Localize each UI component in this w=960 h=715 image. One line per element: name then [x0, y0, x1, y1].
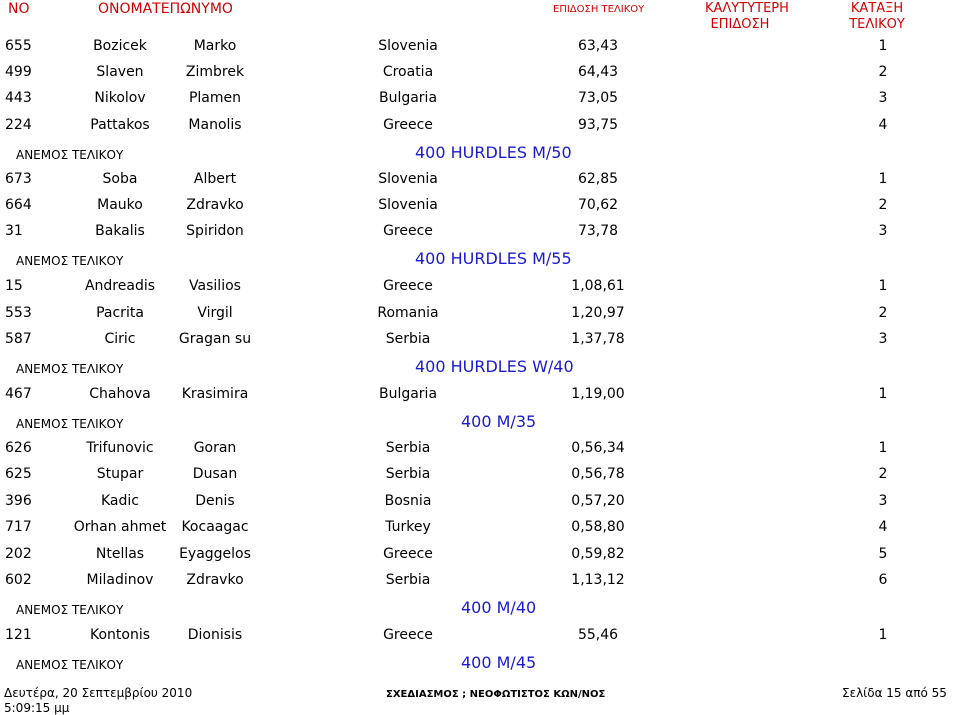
athlete-rank: 3 [878, 90, 888, 106]
athlete-number: 499 [5, 64, 32, 80]
athlete-rank: 4 [878, 117, 888, 133]
athlete-rank: 1 [878, 278, 888, 294]
athlete-number: 664 [5, 197, 32, 213]
athlete-performance: 1,20,97 [571, 305, 625, 321]
athlete-country: Greece [383, 278, 433, 294]
athlete-number: 625 [5, 466, 32, 482]
athlete-performance: 0,57,20 [571, 493, 625, 509]
table-row [0, 572, 960, 592]
table-row [0, 90, 960, 110]
athlete-performance: 55,46 [577, 627, 619, 643]
athlete-surname: Mauko [97, 197, 143, 213]
athlete-firstname: Dionisis [187, 627, 243, 643]
athlete-rank: 3 [878, 493, 888, 509]
athlete-number: 717 [5, 519, 32, 535]
athlete-surname: Kontonis [89, 627, 151, 643]
athlete-surname: Trifunovic [86, 440, 154, 456]
athlete-number: 553 [5, 305, 32, 321]
event-section-header [0, 598, 960, 622]
athlete-performance: 70,62 [577, 197, 619, 213]
wind-label: ΑΝΕΜΟΣ ΤΕΛΙΚΟΥ [16, 362, 124, 376]
column-header-rank-line2: ΤΕΛΙΚΟΥ [849, 17, 905, 32]
athlete-surname: Chahova [89, 386, 151, 402]
column-header-best-line2: ΕΠΙΔΟΣΗ [710, 17, 770, 32]
athlete-firstname: Zdravko [186, 572, 244, 588]
athlete-rank: 1 [878, 171, 888, 187]
footer-page-number: Σελίδα 15 από 55 [842, 686, 947, 700]
table-row [0, 627, 960, 647]
athlete-surname: Nikolov [94, 90, 146, 106]
wind-label: ΑΝΕΜΟΣ ΤΕΛΙΚΟΥ [16, 148, 124, 162]
table-row [0, 466, 960, 486]
event-title: 400 HURDLES M/55 [415, 249, 572, 268]
athlete-performance: 0,59,82 [571, 546, 625, 562]
athlete-number: 202 [5, 546, 32, 562]
table-row [0, 493, 960, 513]
column-header-no: NO [8, 1, 30, 17]
athlete-firstname: Spiridon [186, 223, 244, 239]
athlete-surname: Bakalis [95, 223, 145, 239]
athlete-performance: 0,58,80 [571, 519, 625, 535]
table-row [0, 223, 960, 243]
event-section-header [0, 143, 960, 167]
athlete-firstname: Zimbrek [185, 64, 245, 80]
athlete-rank: 1 [878, 386, 888, 402]
table-row [0, 171, 960, 191]
athlete-firstname: Goran [193, 440, 237, 456]
athlete-firstname: Krasimira [181, 386, 249, 402]
column-header-best [705, 1, 789, 33]
athlete-surname: Miladinov [86, 572, 154, 588]
wind-label: ΑΝΕΜΟΣ ΤΕΛΙΚΟΥ [16, 254, 124, 268]
column-header-rank [845, 1, 909, 33]
event-title: 400 HURDLES M/50 [415, 143, 572, 162]
athlete-surname: Andreadis [84, 278, 156, 294]
event-title: 400 M/45 [461, 653, 537, 672]
athlete-firstname: Denis [195, 493, 235, 509]
athlete-surname: Stupar [96, 466, 144, 482]
athlete-country: Bosnia [384, 493, 432, 509]
athlete-rank: 1 [878, 627, 888, 643]
event-title: 400 HURDLES W/40 [415, 357, 574, 376]
athlete-rank: 2 [878, 197, 888, 213]
athlete-firstname: Eyaggelos [179, 546, 251, 562]
athlete-country: Slovenia [378, 38, 438, 54]
event-section-header [0, 357, 960, 381]
athlete-performance: 62,85 [577, 171, 619, 187]
athlete-country: Greece [383, 117, 433, 133]
athlete-surname: Slaven [96, 64, 144, 80]
athlete-number: 15 [5, 278, 23, 294]
column-header-rank-line1: ΚΑΤΑΞΗ [850, 1, 904, 16]
event-section-header [0, 653, 960, 677]
athlete-number: 467 [5, 386, 32, 402]
athlete-number: 673 [5, 171, 32, 187]
athlete-performance: 1,13,12 [571, 572, 625, 588]
athlete-country: Bulgaria [378, 90, 438, 106]
event-section-header [0, 412, 960, 436]
athlete-rank: 1 [878, 38, 888, 54]
athlete-country: Croatia [382, 64, 434, 80]
athlete-number: 396 [5, 493, 32, 509]
athlete-rank: 5 [878, 546, 888, 562]
table-row [0, 278, 960, 298]
athlete-surname: Orhan ahmet [73, 519, 167, 535]
column-header-performance: ΕΠΙΔΟΣΗ ΤΕΛΙΚΟΥ [553, 4, 645, 15]
table-row [0, 331, 960, 351]
athlete-country: Greece [383, 546, 433, 562]
athlete-rank: 2 [878, 466, 888, 482]
athlete-rank: 1 [878, 440, 888, 456]
table-row [0, 197, 960, 217]
athlete-surname: Soba [102, 171, 138, 187]
athlete-country: Serbia [385, 331, 431, 347]
athlete-firstname: Manolis [188, 117, 242, 133]
athlete-surname: Pacrita [96, 305, 144, 321]
athlete-rank: 6 [878, 572, 888, 588]
athlete-surname: Pattakos [90, 117, 150, 133]
athlete-firstname: Virgil [197, 305, 233, 321]
table-row [0, 386, 960, 406]
table-row [0, 117, 960, 137]
table-row [0, 519, 960, 539]
athlete-rank: 4 [878, 519, 888, 535]
athlete-performance: 64,43 [577, 64, 619, 80]
table-row [0, 305, 960, 325]
athlete-number: 655 [5, 38, 32, 54]
athlete-performance: 1,08,61 [571, 278, 625, 294]
athlete-firstname: Gragan su [178, 331, 252, 347]
table-row [0, 546, 960, 566]
athlete-performance: 0,56,34 [571, 440, 625, 456]
athlete-performance: 0,56,78 [571, 466, 625, 482]
event-section-header [0, 249, 960, 273]
athlete-country: Serbia [385, 466, 431, 482]
athlete-firstname: Vasilios [189, 278, 241, 294]
athlete-number: 121 [5, 627, 32, 643]
athlete-rank: 3 [878, 223, 888, 239]
athlete-rank: 2 [878, 305, 888, 321]
athlete-surname: Ntellas [95, 546, 145, 562]
athlete-rank: 3 [878, 331, 888, 347]
table-row [0, 38, 960, 58]
wind-label: ΑΝΕΜΟΣ ΤΕΛΙΚΟΥ [16, 603, 124, 617]
footer-date: Δευτέρα, 20 Σεπτεμβρίου 2010 [4, 686, 193, 700]
athlete-firstname: Marko [193, 38, 237, 54]
athlete-country: Serbia [385, 572, 431, 588]
athlete-country: Bulgaria [378, 386, 438, 402]
athlete-performance: 63,43 [577, 38, 619, 54]
event-title: 400 M/40 [461, 598, 537, 617]
athlete-rank: 2 [878, 64, 888, 80]
athlete-firstname: Kocaagac [181, 519, 249, 535]
athlete-surname: Kadic [101, 493, 139, 509]
athlete-performance: 1,19,00 [571, 386, 625, 402]
athlete-country: Greece [383, 627, 433, 643]
event-title: 400 M/35 [461, 412, 537, 431]
footer-design-credit: ΣΧΕΔΙΑΣΜΟΣ ; ΝΕΟΦΩΤΙΣΤΟΣ ΚΩΝ/ΝΟΣ [386, 689, 606, 700]
athlete-number: 31 [5, 223, 23, 239]
athlete-number: 602 [5, 572, 32, 588]
table-row [0, 440, 960, 460]
footer-time: 5:09:15 μμ [4, 701, 70, 715]
athlete-number: 224 [5, 117, 32, 133]
athlete-performance: 1,37,78 [571, 331, 625, 347]
athlete-country: Turkey [385, 519, 431, 535]
athlete-firstname: Dusan [192, 466, 238, 482]
athlete-country: Slovenia [378, 197, 438, 213]
athlete-surname: Ciric [104, 331, 136, 347]
column-header-best-line1: ΚΑΛΥΤΥΤΕΡΗ [705, 1, 789, 16]
athlete-number: 443 [5, 90, 32, 106]
column-header-name: ΟΝΟΜΑΤΕΠΩΝΥΜΟ [98, 1, 233, 17]
athlete-firstname: Plamen [188, 90, 242, 106]
athlete-firstname: Zdravko [186, 197, 244, 213]
wind-label: ΑΝΕΜΟΣ ΤΕΛΙΚΟΥ [16, 417, 124, 431]
athlete-surname: Bozicek [93, 38, 147, 54]
athlete-performance: 73,05 [577, 90, 619, 106]
athlete-country: Slovenia [378, 171, 438, 187]
wind-label: ΑΝΕΜΟΣ ΤΕΛΙΚΟΥ [16, 658, 124, 672]
table-row [0, 64, 960, 84]
athlete-country: Greece [383, 223, 433, 239]
athlete-country: Serbia [385, 440, 431, 456]
athlete-firstname: Albert [193, 171, 237, 187]
athlete-number: 626 [5, 440, 32, 456]
athlete-country: Romania [377, 305, 439, 321]
athlete-number: 587 [5, 331, 32, 347]
athlete-performance: 73,78 [577, 223, 619, 239]
athlete-performance: 93,75 [577, 117, 619, 133]
